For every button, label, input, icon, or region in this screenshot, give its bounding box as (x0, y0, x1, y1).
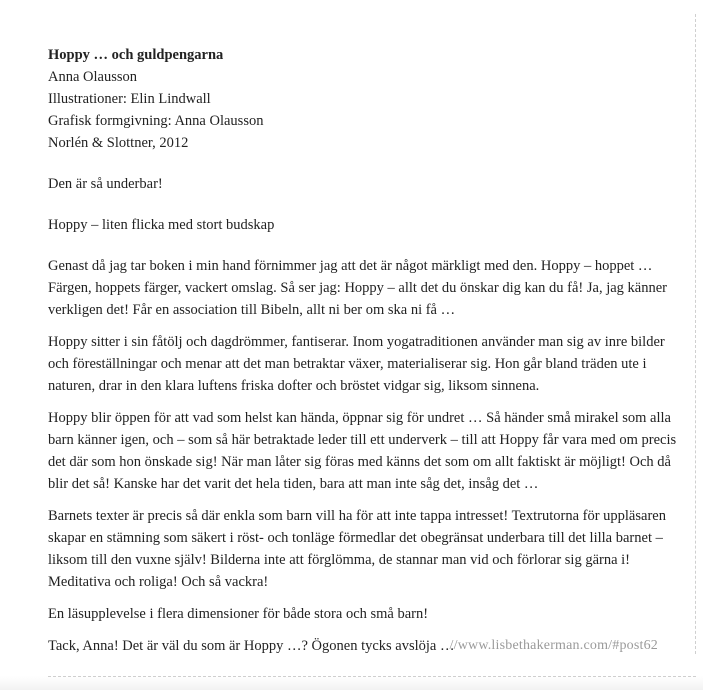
post-paragraph: Hoppy blir öppen för att vad som helst kan hända, öppnar sig för undret … Så händer små mirakel som alla barn känner igen, och – som så här betraktade leder till ett underverk – till att Hoppy får vara med om precis det där som hon önskade sig! När man låter sig föras med känns det som om allt faktiskt är möjligt! Och då blir det så! Kanske har det varit det hela tiden, bara att man inte såg det, insåg det … (48, 410, 677, 492)
book-info (48, 44, 678, 154)
dashed-horizontal-divider (48, 676, 696, 677)
blog-post (48, 44, 678, 667)
post-paragraph: Genast då jag tar boken i min hand förnimmer jag att det är något märkligt med den. Hoppy – hoppet … Färgen, hoppets färger, vackert omslag. Så ser jag: Hoppy – allt det du önskar dig kan du få! Ja, jag känner verkligen det! Får en association till Bibeln, allt ni ber om ska ni få … (48, 258, 667, 318)
post-paragraph: Barnets texter är precis så där enkla som barn vill ha för att inte tappa intresset! Textrutorna för uppläsaren skapar en stämning som säkert i röst- och tonläge förmedlar det obegränsat underbara till det lilla barnet – liksom till den vuxne själv! Bilderna inte att förglömma, de stannar man vid och förlorar sig gärna i! Meditativa och roliga! Och så vackra! (48, 508, 666, 590)
post-paragraph: Hoppy – liten flicka med stort budskap (48, 217, 275, 233)
post-permalink[interactable]: //www.lisbethakerman.com/#post62 (449, 638, 658, 653)
post-paragraph: Hoppy sitter i sin fåtölj och dagdrömmer, fantiserar. Inom yogatraditionen använder man sig av inre bilder och föreställningar och menar att det man betraktar växer, materialiserar sig. Hon går bland träden ute i naturen, drar in den klara luftens friska dofter och bröstet vidgar sig, liksom sinnena. (48, 334, 665, 394)
post-paragraph: En läsupplevelse i flera dimensioner för både stora och små barn! (48, 606, 429, 622)
bottom-shadow (0, 676, 703, 690)
dashed-vertical-divider (695, 14, 696, 654)
book-title: Hoppy … och guldpengarna (48, 47, 224, 63)
post-paragraph: Tack, Anna! Det är väl du som är Hoppy …? Ögonen tycks avslöja … (48, 638, 455, 654)
book-author: Anna Olausson (48, 69, 138, 85)
post-paragraph: Den är så underbar! (48, 176, 163, 192)
book-illustrator: Illustrationer: Elin Lindwall (48, 91, 211, 107)
book-publisher: Norlén & Slottner, 2012 (48, 135, 189, 151)
book-designer: Grafisk formgivning: Anna Olausson (48, 113, 264, 129)
